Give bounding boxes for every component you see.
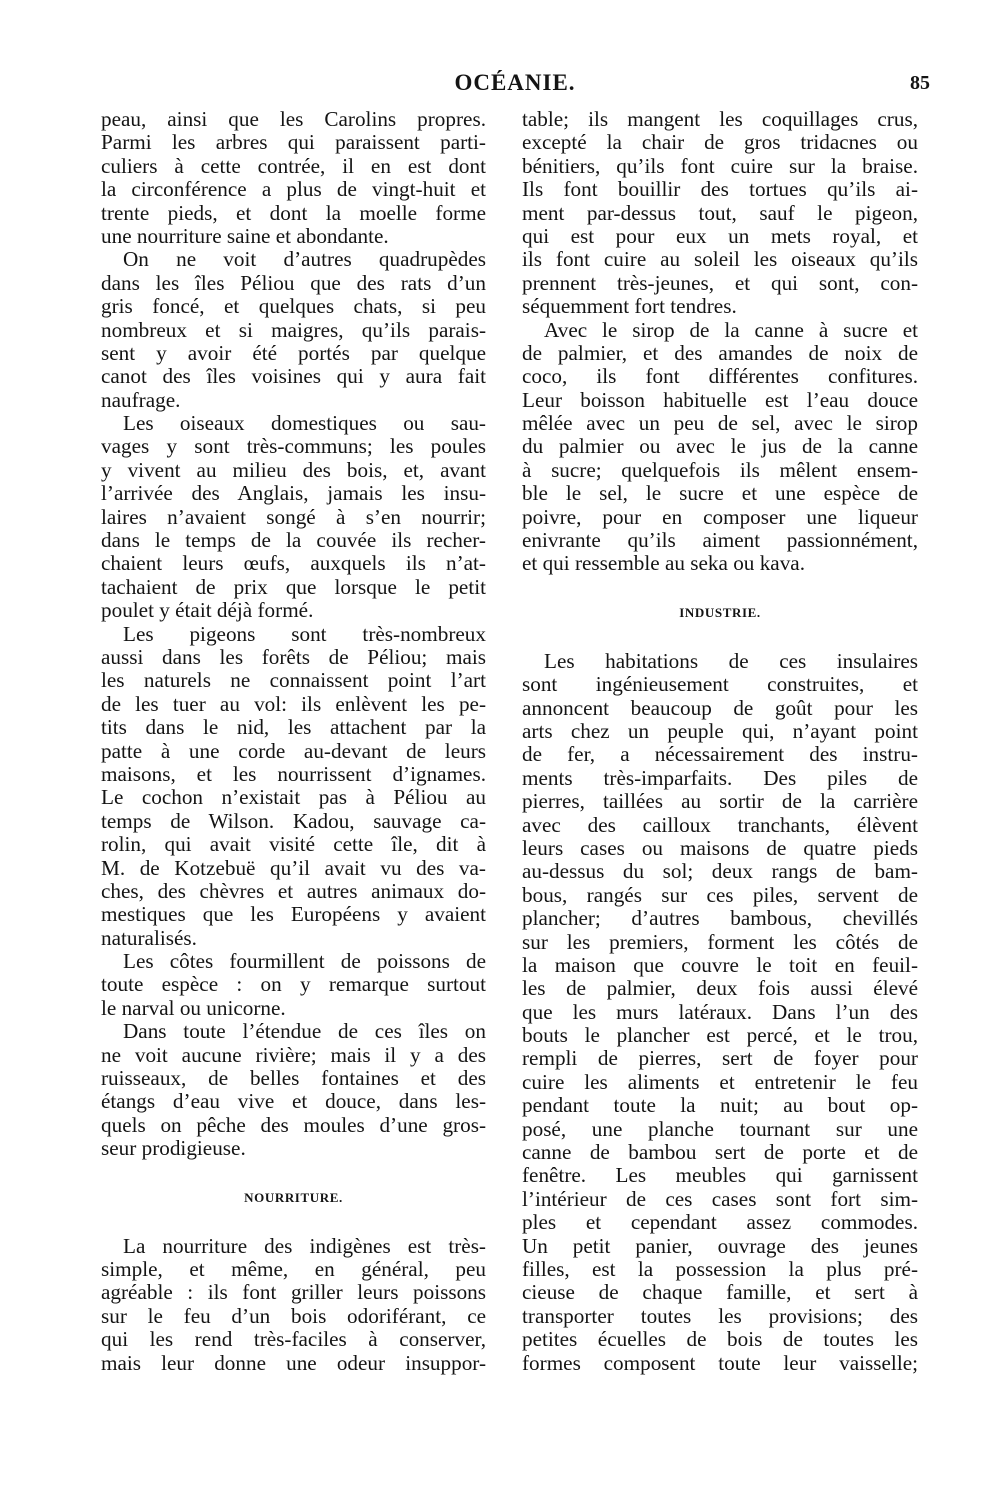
text-line: Les habitations de ces insulaires [544,648,918,673]
paragraph [101,412,486,623]
text-line: ruisseaux, de belles fontaines et des [101,1066,486,1091]
text-line: une nourriture saine et abondante. [101,223,389,248]
text-line: dans les îles Péliou que des rats d’un [101,270,486,295]
text-line: de palmier, et des amandes de noix de [522,340,918,365]
text-line: ble le sel, le sucre et une espèce de [522,481,918,506]
text-line: ils font cuire au soleil les oiseaux qu’ils [522,247,918,272]
text-line: fenêtre. Les meubles qui garnissent [522,1163,918,1188]
text-line: tachaient de prix que lorsque le petit [101,574,486,599]
text-line: sont ingénieusement construites, et [522,672,918,697]
text-line: aussi dans les forêts de Péliou; mais [101,644,486,669]
text-line: canne de bambou sert de porte et de [522,1140,918,1165]
text-line: y vivent au milieu des bois, et, avant [101,457,486,482]
paragraph [101,1235,486,1375]
text-line: maisons, et les nourrissent d’ignames. [101,761,486,786]
text-line: temps de Wilson. Kadou, sauvage ca- [101,808,486,833]
text-line: nombreux et si maigres, qu’ils parais- [101,317,486,342]
text-line: gris foncé, et quelques chats, si peu [101,294,486,319]
text-line: excepté la chair de gros tridacnes ou [522,130,918,155]
text-line: plancher; d’autres bambous, chevillés [522,906,918,931]
text-line: le narval ou unicorne. [101,995,286,1020]
paragraph [101,1020,486,1160]
section-heading: NOURRITURE. [244,1189,343,1205]
text-line: sur le feu d’un bois odoriférant, ce [101,1303,486,1328]
text-line: M. de Kotzebuë qu’il avait vu des va- [101,855,486,880]
right-column [522,108,918,1375]
text-line: transporter toutes les provisions; des [522,1303,918,1328]
text-line: et qui ressemble au seka ou kava. [522,551,805,576]
text-line: toute espèce : on y remarque surtout [101,972,486,997]
text-line: du palmier ou avec le jus de la canne [522,434,918,459]
text-line: vages y sont très-communs; les poules [101,434,486,459]
text-line: Ils font bouillir des tortues qu’ils ai- [522,177,918,202]
text-line: mais leur donne une odeur insuppor- [101,1350,486,1375]
paragraph [101,623,486,950]
paragraph [522,650,918,1375]
text-line: sent y avoir été portés par quelque [101,340,486,365]
running-title: OCÉANIE. [454,70,576,95]
text-line: pendant toute la nuit; au bout op- [522,1093,918,1118]
text-line: table; ils mangent les coquillages crus, [522,107,918,131]
text-line: ment par-dessus tout, sauf le pigeon, [522,200,918,225]
text-line: La nourriture des indigènes est très- [123,1233,486,1258]
text-line: sur les premiers, forment les côtés de [522,929,918,954]
text-line: laires n’avaient songé à s’en nourrir; [101,504,486,529]
text-line: mestiques que les Européens y avaient [101,902,486,927]
text-line: Le cochon n’existait pas à Péliou au [101,785,486,810]
text-line: quels on pêche des moules d’une gros- [101,1112,486,1137]
text-line: ples et cependant assez commodes. [522,1210,918,1235]
text-line: simple, et même, en général, peu [101,1256,486,1281]
text-line: canot des îles voisines qui y aura fait [101,364,486,389]
text-line: étangs d’eau vive et douce, dans les- [101,1089,486,1114]
text-line: la circonférence a plus de vingt-huit et [101,177,486,202]
text-line: ches, des chèvres et autres animaux do- [101,878,486,903]
text-line: culiers à cette contrée, il en est dont [101,153,486,178]
paragraph [522,319,918,576]
text-line: de fer, a nécessairement des instru- [522,742,918,767]
text-line: rolin, qui avait visité cette île, dit à [101,832,486,857]
text-line: bénitiers, qu’ils font cuire sur la braise. [522,153,918,178]
text-line: seur prodigieuse. [101,1136,246,1161]
text-line: de les tuer au vol: ils enlèvent les pe- [101,691,486,716]
text-line: tits dans le nid, les attachent par la [101,715,486,740]
text-line: la maison que couvre le toit en feuil- [522,952,918,977]
paragraph [522,108,918,319]
text-line: coco, ils font différentes confitures. [522,364,918,389]
text-line: posé, une planche tournant sur une [522,1116,918,1141]
text-line: les naturels ne connaissent point l’art [101,668,486,693]
text-line: arts chez un peuple qui, n’ayant point [522,718,918,743]
text-line: Les oiseaux domestiques ou sau- [123,411,486,436]
page-number: 85 [910,72,930,94]
text-line: Avec le sirop de la canne à sucre et [544,317,918,342]
text-line: naufrage. [101,387,181,412]
text-line: formes composent toute leur vaisselle; [522,1350,918,1375]
text-line: Un petit panier, ouvrage des jeunes [522,1233,918,1258]
paragraph [101,950,486,1020]
running-header [100,70,930,100]
text-line: pierres, taillées au sortir de la carrière [522,789,918,814]
text-line: dans le temps de la couvée ils recher- [101,528,486,553]
text-line: chaient leurs œufs, auxquels ils n’at- [101,551,486,576]
text-line: poulet y était déjà formé. [101,598,314,623]
text-line: On ne voit d’autres quadrupèdes [123,247,486,272]
text-line: qui est pour eux un mets royal, et [522,223,918,248]
section-heading: INDUSTRIE. [679,604,761,620]
text-line: séquemment fort tendres. [522,294,737,319]
text-line: que les murs latéraux. Dans l’un des [522,999,918,1024]
text-line: l’arrivée des Anglais, jamais les insu- [101,481,486,506]
left-column [101,108,486,1375]
text-line: agréable : ils font griller leurs poissons [101,1280,486,1305]
text-line: au-dessus du sol; deux rangs de bam- [522,859,918,884]
text-line: l’intérieur de ces cases sont fort sim- [522,1186,918,1211]
text-line: petites écuelles de bois de toutes les [522,1327,918,1352]
text-line: bouts le plancher est percé, et le trou, [522,1023,918,1048]
text-line: peau, ainsi que les Carolins propres. [101,107,486,131]
text-line: à sucre; quelquefois ils mêlent ensem- [522,457,918,482]
text-line: trente pieds, et dont la moelle forme [101,200,486,225]
text-line: naturalisés. [101,925,197,950]
text-line: Les pigeons sont très-nombreux [123,621,486,646]
text-line: leurs cases ou maisons de quatre pieds [522,835,918,860]
text-line: ne voit aucune rivière; mais il y a des [101,1042,486,1067]
text-line: mêlée avec un peu de sel, avec le sirop [522,411,918,436]
text-line: annoncent beaucoup de goût pour les [522,695,918,720]
text-line: filles, est la possession la plus pré- [522,1256,918,1281]
text-line: cuire les aliments et entretenir le feu [522,1069,918,1094]
text-line: prennent très-jeunes, et qui sont, con- [522,270,918,295]
text-line: rempli de pierres, sert de foyer pour [522,1046,918,1071]
paragraph [101,248,486,412]
text-line: les de palmier, deux fois aussi élevé [522,976,918,1001]
text-line: patte à une corde au-devant de leurs [101,738,486,763]
text-line: poivre, pour en composer une liqueur [522,504,918,529]
text-line: avec des cailloux tranchants, élèvent [522,812,918,837]
text-line: bous, rangés sur ces piles, servent de [522,882,918,907]
text-line: ments très-imparfaits. Des piles de [522,765,918,790]
text-line: Dans toute l’étendue de ces îles on [123,1019,486,1044]
text-line: cieuse de chaque famille, et sert à [522,1280,918,1305]
text-line: qui les rend très-faciles à conserver, [101,1327,486,1352]
text-line: Leur boisson habituelle est l’eau douce [522,387,918,412]
paragraph [101,108,486,248]
text-line: enivrante qu’ils aiment passionnément, [522,528,918,553]
text-line: Les côtes fourmillent de poissons de [123,949,486,974]
text-line: Parmi les arbres qui paraissent parti- [101,130,486,155]
